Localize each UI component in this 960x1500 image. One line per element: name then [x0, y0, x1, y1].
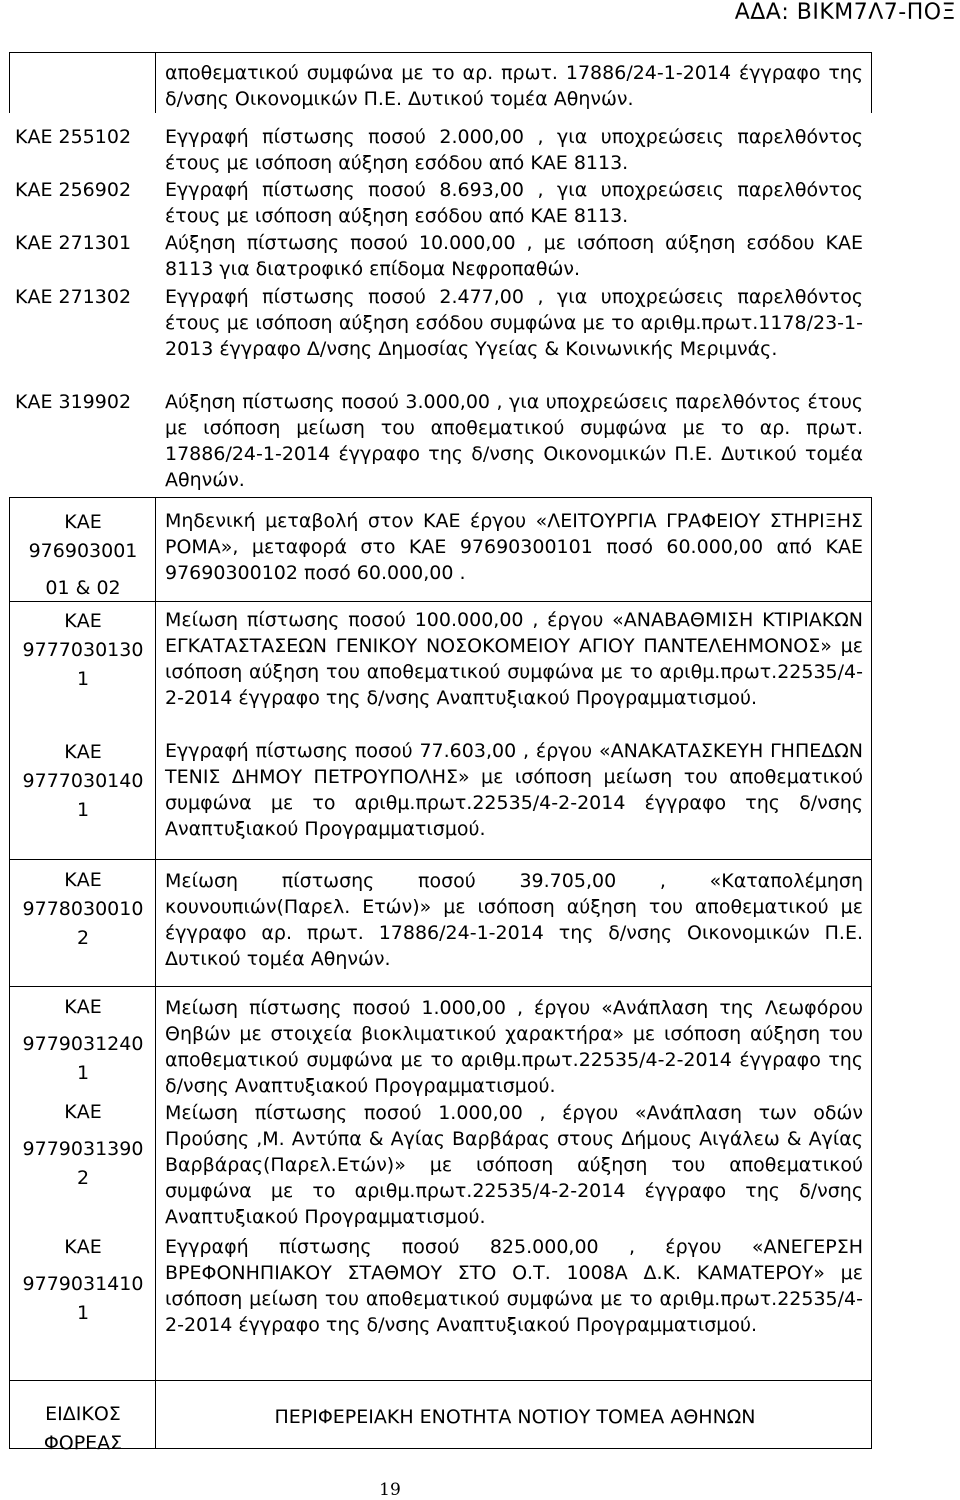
kae-number: 9779031410 [22, 1273, 144, 1295]
kae-description: Εγγραφή πίστωσης ποσού 2.000,00 , για υποχρεώσεις παρελθόντος έτους με ισόποση αύξηση εσόδου από ΚΑΕ 8113. [165, 126, 863, 174]
row-separator [9, 986, 872, 987]
kae-number: 976903001 [28, 540, 138, 562]
kae-number: 9777030130 [22, 639, 144, 661]
kae-suffix: 1 [76, 668, 90, 690]
kae-code-cell [12, 866, 154, 953]
kae-number: 9777030140 [22, 770, 144, 792]
special-body-line: ΦΟΡΕΑΣ [43, 1432, 123, 1454]
kae-description: Αύξηση πίστωσης ποσού 10.000,00 , με ισόποση αύξηση εσόδου ΚΑΕ 8113 για διατροφικό επίδομα Νεφροπαθών. [165, 232, 863, 280]
kae-suffix: 1 [76, 1302, 90, 1324]
kae-description: Μείωση πίστωσης ποσού 1.000,00 , έργου «Ανάπλαση των οδών Προύσης ,Μ. Αντύπα & Αγίας Βαρβάρας στους Δήμους Αιγάλεω & Αγίας Βαρβάρας(Παρελ.Ετών)» με ισόποση αύξηση του αποθεματικού συμφώνα με το αριθμ.πρωτ.22535/4-2-2014 έγγραφο της δ/νσης Αναπτυξιακού Προγραμματισμού. [165, 1102, 863, 1228]
lower-left-border [9, 497, 10, 1448]
kae-code: ΚΑΕ 319902 [15, 391, 132, 413]
right-border [871, 52, 872, 113]
kae-label: ΚΑΕ [64, 741, 102, 763]
kae-number: 9779031240 [22, 1033, 144, 1055]
kae-label: ΚΑΕ [64, 869, 102, 891]
kae-suffix: 1 [76, 799, 90, 821]
kae-code: ΚΑΕ 271301 [15, 232, 132, 254]
kae-description: Αύξηση πίστωσης ποσού 3.000,00 , για υποχρεώσεις παρελθόντος έτους με ισόποση μείωση του αποθεματικού συμφώνα με το αρ. πρωτ. 17886/24-1-2014 έγγραφο της δ/νσης Οικονομικών Π.Ε. Δυτικού τομέα Αθηνών. [165, 391, 863, 491]
kae-number: 9778030010 [22, 898, 144, 920]
ada-code: ΑΔΑ: ΒΙΚΜ7Λ7-ΠΟΞ [734, 0, 956, 25]
kae-number: 9779031390 [22, 1138, 144, 1160]
row-separator [9, 859, 872, 860]
page-number: 19 [379, 1480, 401, 1500]
kae-label: ΚΑΕ [64, 1236, 102, 1258]
kae-description: Εγγραφή πίστωσης ποσού 77.603,00 , έργου «ΑΝΑΚΑΤΑΣΚΕΥΗ ΓΗΠΕΔΩΝ ΤΕΝΙΣ ΔΗΜΟΥ ΠΕΤΡΟΥΠΟΛΗΣ» με ισόποση μείωση του αποθεματικού συμφώνα με το αριθμ.πρωτ.22535/4-2-2014 έγγραφο της δ/νσης Αναπτυξιακού Προγραμματισμού. [165, 740, 863, 840]
kae-description: Μείωση πίστωσης ποσού 1.000,00 , έργου «Ανάπλαση της Λεωφόρου Θηβών με στοιχεία βιοκλιματικού χαρακτήρα» με ισόποση αύξηση του αποθεματικού συμφώνα με το αριθμ.πρωτ.22535/4-2-2014 έγγραφο της δ/νσης Αναπτυξιακού Προγραμματισμού. [165, 997, 863, 1097]
kae-code-cell [12, 738, 154, 825]
continuation-paragraph: αποθεματικού συμφώνα με το αρ. πρωτ. 17886/24-1-2014 έγγραφο της δ/νσης Οικονομικών Π.Ε. Δυτικού τομέα Αθηνών. [165, 62, 863, 110]
row-separator [9, 1380, 872, 1381]
kae-suffix: 01 & 02 [45, 577, 121, 599]
kae-code: ΚΑΕ 255102 [15, 126, 132, 148]
kae-code-cell [12, 1098, 154, 1193]
kae-label: ΚΑΕ [64, 996, 102, 1018]
kae-code-cell [12, 1233, 154, 1328]
left-column-border [9, 52, 10, 113]
kae-label: ΚΑΕ [64, 1101, 102, 1123]
lower-code-divider [155, 497, 156, 1448]
special-body-line: ΕΙΔΙΚΟΣ [45, 1403, 121, 1425]
kae-description: Μείωση πίστωσης ποσού 39.705,00 , «Καταπολέμηση κουνουπιών(Παρελ. Ετών)» με ισόποση αύξηση του αποθεματικού με έγγραφο αρ. πρωτ. 17886/24-1-2014 της δ/νσης Οικονομικών Π.Ε. Δυτικού τομέα Αθηνών. [165, 870, 863, 970]
kae-description: Εγγραφή πίστωσης ποσού 8.693,00 , για υποχρεώσεις παρελθόντος έτους με ισόποση αύξηση εσόδου από ΚΑΕ 8113. [165, 179, 863, 227]
kae-label: ΚΑΕ [64, 610, 102, 632]
kae-code: ΚΑΕ 256902 [15, 179, 132, 201]
kae-code: ΚΑΕ 271302 [15, 286, 132, 308]
kae-suffix: 2 [76, 927, 90, 949]
kae-description: Μηδενική μεταβολή στον ΚΑΕ έργου «ΛΕΙΤΟΥΡΓΙΑ ΓΡΑΦΕΙΟΥ ΣΤΗΡΙΞΗΣ ΡΟΜΑ», μεταφορά στο ΚΑΕ 97690300101 ποσό 60.000,00 από ΚΑΕ 97690300102 ποσό 60.000,00 . [165, 510, 863, 584]
kae-label: ΚΑΕ [64, 511, 102, 533]
kae-description: Εγγραφή πίστωσης ποσού 2.477,00 , για υποχρεώσεις παρελθόντος έτους με ισόποση αύξηση εσόδου συμφώνα με το αριθμ.πρωτ.1178/23-1-2013 έγγραφο Δ/νσης Δημοσίας Υγείας & Κοινωνικής Μεριμνάς. [165, 286, 863, 360]
lower-table-top-border [9, 497, 872, 498]
special-body-label [12, 1400, 154, 1458]
kae-code-cell [12, 607, 154, 694]
code-column-divider [155, 52, 156, 113]
kae-suffix: 2 [76, 1167, 90, 1189]
kae-description: Μείωση πίστωσης ποσού 100.000,00 , έργου «ΑΝΑΒΑΘΜΙΣΗ ΚΤΙΡΙΑΚΩΝ ΕΓΚΑΤΑΣΤΑΣΕΩΝ ΓΕΝΙΚΟΥ ΝΟΣΟΚΟΜΕΙΟΥ ΑΓΙΟΥ ΠΑΝΤΕΛΕΗΜΟΝΟΣ» με ισόποση αύξηση του αποθεματικού συμφώνα με το αριθμ.πρωτ.22535/4-2-2014 έγγραφο της δ/νσης Αναπτυξιακού Προγραμματισμού. [165, 609, 863, 709]
kae-description: Εγγραφή πίστωσης ποσού 825.000,00 , έργου «ΑΝΕΓΕΡΣΗ ΒΡΕΦΟΝΗΠΙΑΚΟΥ ΣΤΑΘΜΟΥ ΣΤΟ Ο.Τ. 1008Α Δ.Κ. ΚΑΜΑΤΕΡΟΥ» με ισόποση μείωση του αποθεματικού συμφώνα με το αριθμ.πρωτ.22535/4-2-2014 έγγραφο της δ/νσης Αναπτυξιακού Προγραμματισμού. [165, 1236, 863, 1336]
kae-code-cell [12, 993, 154, 1088]
table-top-border [9, 52, 872, 53]
regional-unit-label: ΠΕΡΙΦΕΡΕΙΑΚΗ ΕΝΟΤΗΤΑ ΝΟΤΙΟΥ ΤΟΜΕΑ ΑΘΗΝΩΝ [274, 1406, 756, 1428]
kae-code-cell [12, 508, 154, 603]
kae-suffix: 1 [76, 1062, 90, 1084]
lower-right-border [871, 497, 872, 1448]
